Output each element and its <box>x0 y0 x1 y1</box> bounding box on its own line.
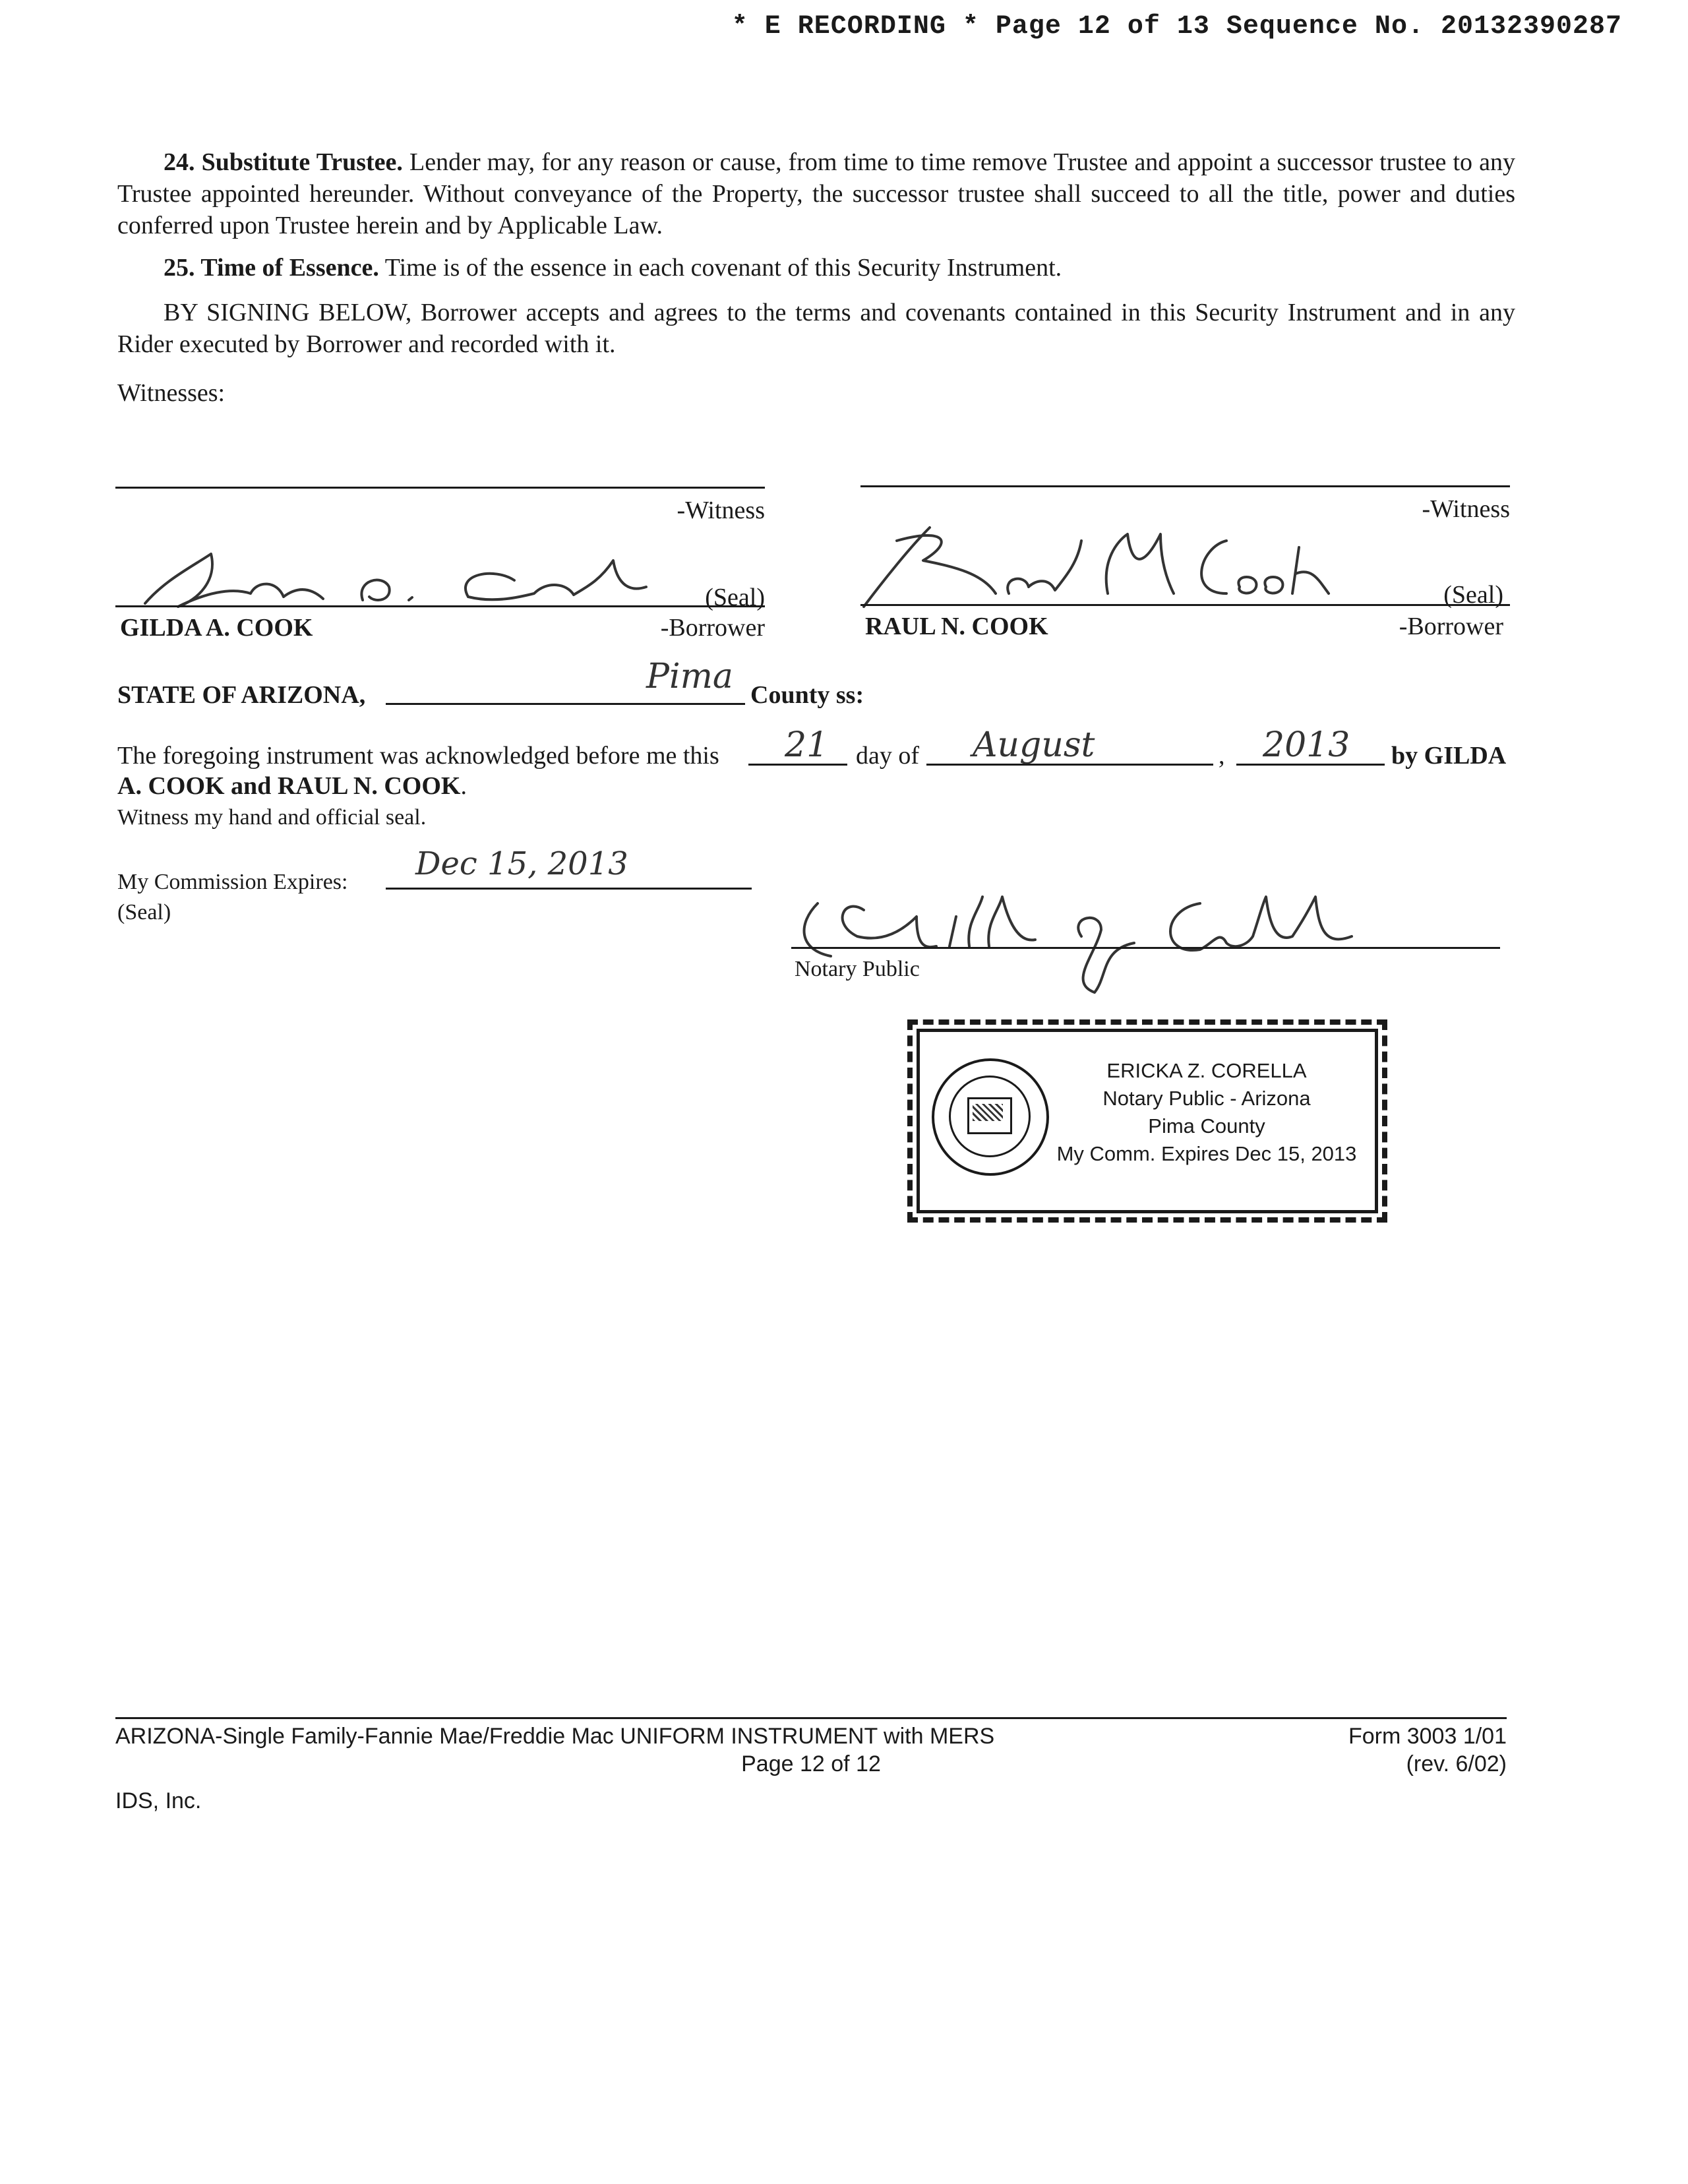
day-of-label: day of <box>856 742 920 770</box>
footer-rule <box>115 1717 1507 1719</box>
borrower2-seal: (Seal) <box>1443 581 1503 609</box>
notary-stamp <box>917 1029 1378 1213</box>
commission-line <box>386 888 752 890</box>
stamp-name: ERICKA Z. CORELLA <box>1106 1059 1307 1082</box>
seal-label: (Seal) <box>117 900 171 925</box>
stamp-county: Pima County <box>1148 1114 1265 1138</box>
footer-page: Page 12 of 12 <box>741 1751 881 1776</box>
recording-header: * E RECORDING * Page 12 of 13 Sequence No. 20132390287 <box>731 12 1622 42</box>
footer-company: IDS, Inc. <box>115 1788 202 1813</box>
ack-prefix: The foregoing instrument was acknowledged before me this <box>117 742 719 770</box>
section-24-body: Lender may, for any reason or cause, from time to time remove Trustee and appoint a successor trustee to any Trustee appointed hereunder. Without conveyance of the Property, the successor trustee shall succeed to all the title, power and duties conferred upon Trustee herein and by Applicable Law. <box>117 148 1516 239</box>
by-label: by GILDA <box>1391 742 1507 770</box>
witness-label-left: -Witness <box>677 497 765 524</box>
signing-statement <box>117 297 1515 360</box>
state-label: STATE OF ARIZONA, <box>117 681 366 709</box>
footer-type2: Fannie Mae/Freddie Mac UNIFORM INSTRUMENT with MERS <box>364 1724 995 1749</box>
section-25-title: 25. Time of Essence. <box>164 254 379 282</box>
year-handwritten: 2013 <box>1263 725 1350 765</box>
signature-gilda-cook <box>125 541 666 620</box>
month-handwritten: August <box>973 725 1095 765</box>
borrower1-label: -Borrower <box>660 614 765 642</box>
witness-label-right: -Witness <box>1422 495 1510 523</box>
day-handwritten: 21 <box>785 725 829 765</box>
footer-type1: -Single Family- <box>215 1724 365 1749</box>
ack-names-text: A. COOK and RAUL N. COOK <box>117 772 461 800</box>
footer-instrument <box>115 1722 994 1750</box>
commission-handwritten: Dec 15, 2013 <box>415 845 628 882</box>
notary-sig-line <box>791 947 1500 949</box>
borrower1-sig-line <box>115 605 765 607</box>
ack-comma: , <box>1219 742 1225 770</box>
witness-line-left <box>115 487 765 489</box>
witness-line-right <box>860 485 1510 487</box>
ack-names-period: . <box>460 772 467 800</box>
borrower1-name: GILDA A. COOK <box>120 614 313 642</box>
borrower1-seal: (Seal) <box>705 584 765 611</box>
commission-label: My Commission Expires: <box>117 870 348 894</box>
signing-statement-text: BY SIGNING BELOW, Borrower accepts and agrees to the terms and covenants contained in this Security Instrument and in any Rider executed by Borrower and recorded with it. <box>117 299 1515 358</box>
signature-raul-cook <box>857 521 1332 613</box>
section-24 <box>117 146 1515 241</box>
footer-state: ARIZONA <box>115 1724 216 1749</box>
notary-public-label: Notary Public <box>795 957 920 981</box>
stamp-title: Notary Public - Arizona <box>1102 1087 1311 1110</box>
county-handwritten: Pima <box>646 657 733 696</box>
stamp-expires: My Comm. Expires Dec 15, 2013 <box>1056 1142 1357 1165</box>
section-25 <box>117 252 1515 284</box>
witnesses-label: Witnesses: <box>117 379 226 407</box>
borrower2-name: RAUL N. COOK <box>865 613 1048 640</box>
borrower2-sig-line <box>860 604 1510 606</box>
footer-rev: (rev. 6/02) <box>1406 1751 1507 1776</box>
witness-hand-seal: Witness my hand and official seal. <box>117 805 427 830</box>
county-label: County ss: <box>750 681 864 709</box>
borrower2-label: -Borrower <box>1399 613 1503 640</box>
ack-names <box>117 770 467 802</box>
footer-form: Form 3003 1/01 <box>1348 1724 1507 1749</box>
county-line <box>386 703 745 705</box>
section-24-title: 24. Substitute Trustee. <box>164 148 403 176</box>
section-25-body: Time is of the essence in each covenant of this Security Instrument. <box>384 254 1062 282</box>
arizona-seal-icon <box>932 1058 1049 1176</box>
